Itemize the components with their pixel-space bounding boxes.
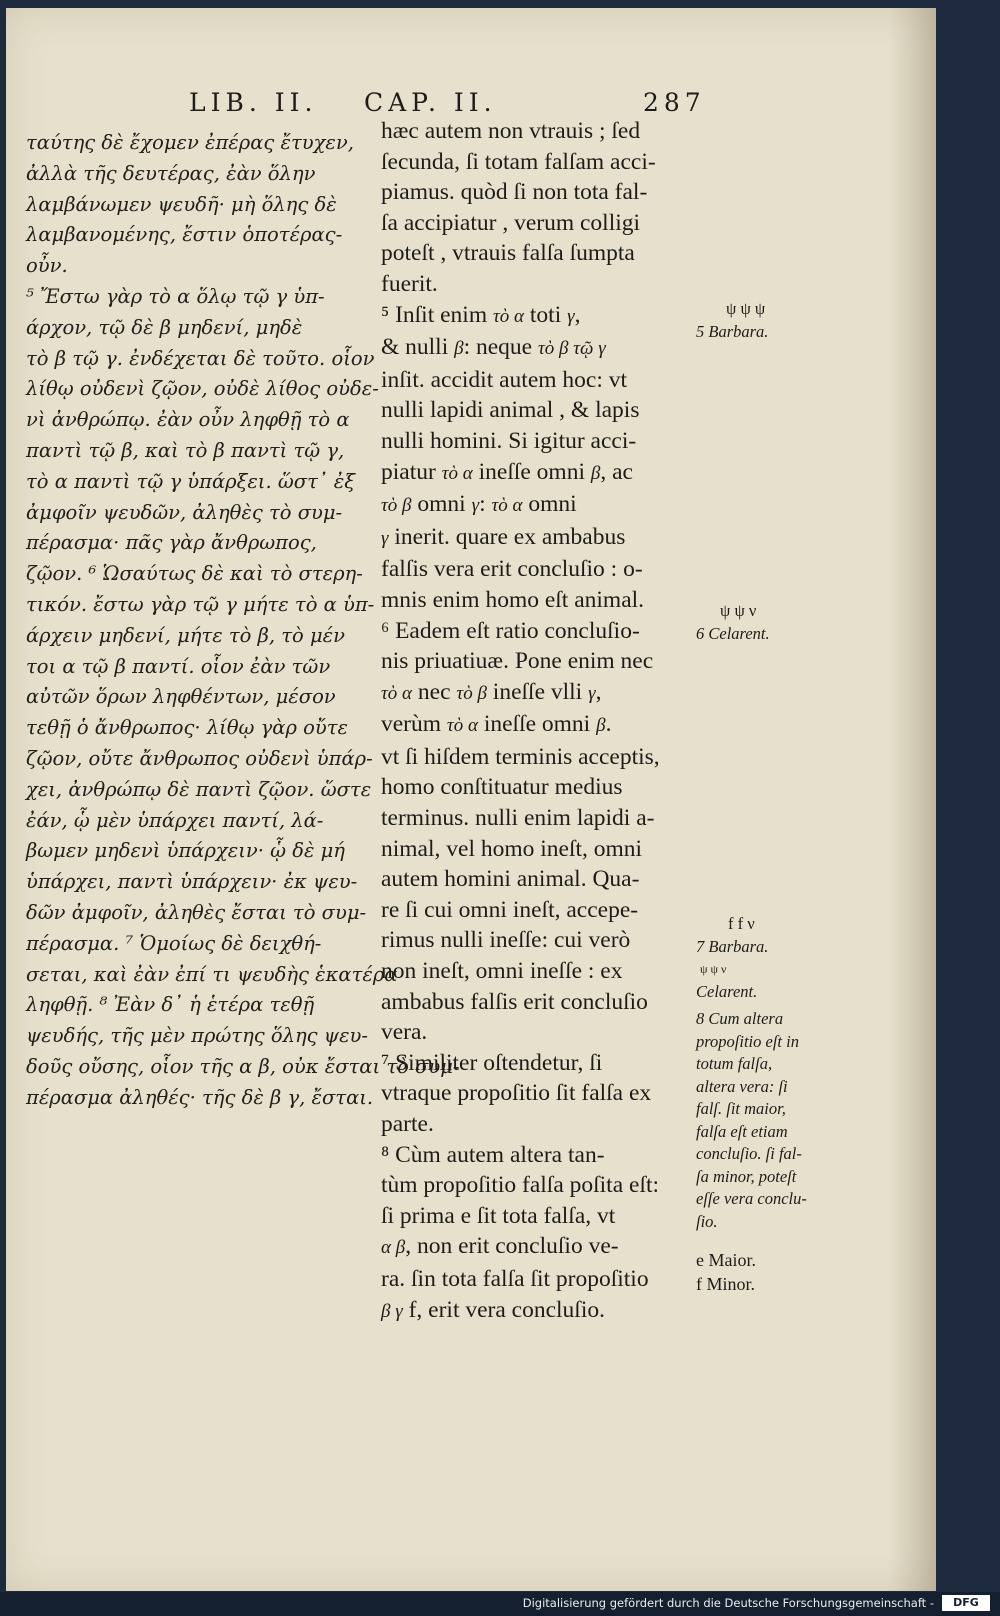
greek-text-line: λαμβάνωμεν ψευδῆ· μὴ ὅλης δὲ xyxy=(26,192,337,216)
latin-text-line: vt ſi hiſdem terminis acceptis, xyxy=(381,743,660,770)
latin-text-line: nimal, vel homo ineſt, omni xyxy=(381,835,643,862)
margin-note-line: ψ ψ ψ xyxy=(726,299,766,318)
margin-note-line: concluſio. ſi fal- xyxy=(696,1144,802,1163)
latin-text-line: poteſt , vtrauis falſa ſumpta xyxy=(381,240,635,267)
latin-text-line: piatur τὸ α ineſſe omni β, ac xyxy=(381,458,633,485)
greek-text-line: ἀλλὰ τῆς δευτέρας, ἐὰν ὅλην xyxy=(26,161,316,185)
latin-text-line: vtraque propoſitio ſit falſa ex xyxy=(381,1080,652,1107)
latin-text-line: ⁷ Similiter oſtendetur, ſi xyxy=(381,1049,603,1076)
greek-text-line: ψευδής, τῆς μὲν πρώτης ὅλης ψευ- xyxy=(26,1024,369,1048)
margin-note-line: totum falſa, xyxy=(696,1054,773,1073)
greek-text-line: λαμβανομένης, ἔστιν ὁποτέρας- xyxy=(26,223,343,247)
latin-text-line: β γ f, erit vera concluſio. xyxy=(381,1296,605,1323)
greek-text-line: σεται, καὶ ἐὰν ἐπί τι ψευδὴς ἑκατέρα xyxy=(26,962,398,986)
margin-note-line: propoſitio eſt in xyxy=(696,1031,799,1051)
margin-note-line: 6 Celarent. xyxy=(696,623,770,643)
margin-note-5 xyxy=(696,298,826,343)
latin-text-line: vera. xyxy=(381,1019,428,1046)
greek-text-line: αὐτῶν ὅρων ληφθέντων, μέσον xyxy=(26,685,336,709)
latin-text-line: nis priuatiuæ. Pone enim nec xyxy=(381,648,654,675)
latin-text-line: ⁵ Inſit enim τὸ α toti γ, xyxy=(381,301,581,328)
margin-note-line: falſ. ſit maior, xyxy=(696,1099,786,1118)
latin-text-line: nulli lapidi animal , & lapis xyxy=(381,397,640,424)
latin-text-line: τὸ β omni γ: τὸ α omni xyxy=(381,491,577,518)
greek-text-line: πέρασμα ἀληθές· τῆς δὲ β γ, ἔσται. xyxy=(26,1085,374,1109)
margin-note-line: ſa minor, poteſt xyxy=(696,1166,797,1186)
margin-note-7 xyxy=(696,913,826,1003)
greek-text-line: ἐάν, ᾧ μὲν ὑπάρχει παντί, λά- xyxy=(26,808,324,832)
greek-text-line: άρχον, τῷ δὲ β μηδενί, μηδὲ xyxy=(26,315,303,339)
margin-note-line: Celarent. xyxy=(696,981,758,1001)
greek-text-line: ταύτης δὲ ἔχομεν ἐπέρας ἔτυχεν, xyxy=(26,131,354,154)
chapter-number: CAP. II. xyxy=(364,88,497,117)
greek-text-line: πέρασμα. ⁷ Ὁμοίως δὲ δειχθή- xyxy=(26,931,322,955)
latin-text-line: terminus. nulli enim lapidi a- xyxy=(381,805,655,832)
latin-text-line: γ inerit. quare ex ambabus xyxy=(381,523,626,550)
latin-text-line: ra. ſin tota falſa ſit propoſitio xyxy=(381,1265,649,1292)
latin-text-line: τὸ α nec τὸ β ineſſe vlli γ, xyxy=(381,678,602,705)
margin-note-line: falſa eſt etiam xyxy=(696,1121,788,1141)
latin-text-line: ⁸ Cùm autem altera tan- xyxy=(381,1141,605,1168)
latin-text-line: ambabus falſis erit concluſio xyxy=(381,988,648,1015)
margin-note-line: 5 Barbara. xyxy=(696,321,769,341)
greek-text-line: ἀμφοῖν ψευδῶν, ἀληθὲς τὸ συμ- xyxy=(26,500,343,524)
greek-text-line: βωμεν μηδενὶ ὑπάρχειν· ᾧ δὲ μή xyxy=(26,839,345,863)
greek-text-line: ⁵ Ἔστω γὰρ τὸ α ὅλῳ τῷ γ ὑπ- xyxy=(26,284,325,308)
margin-note-line: e Maior. xyxy=(696,1250,756,1270)
greek-text-line: άρχειν μηδενί, μήτε τὸ β, τὸ μέν xyxy=(26,623,345,647)
latin-text-line: parte. xyxy=(381,1111,434,1137)
greek-text-line: ὑπάρχει, παντὶ ὑπάρχειν· ἐκ ψευ- xyxy=(26,870,358,894)
greek-text-line: νὶ ἀνθρώπῳ. ἐὰν οὖν ληφθῇ τὸ α xyxy=(26,408,350,432)
greek-text-line: παντὶ τῷ β, καὶ τὸ β παντὶ τῷ γ, xyxy=(26,438,345,462)
greek-text-line: δοῦς οὔσης, οἷον τῆς α β, οὐκ ἔσται τὸ συμ- xyxy=(26,1054,460,1078)
greek-text-line: τοι α τῷ β παντί. οἷον ἐὰν τῶν xyxy=(26,654,331,678)
margin-note-line: f Minor. xyxy=(696,1274,756,1294)
greek-text-line: χει, ἀνθρώπῳ δὲ παντὶ ζῷον. ὥστε xyxy=(26,777,372,801)
margin-note-8 xyxy=(696,1008,826,1233)
footer-bar xyxy=(0,1592,1000,1616)
latin-text-line: α β, non erit concluſio ve- xyxy=(381,1233,619,1260)
latin-text-line: non ineſt, omni ineſſe : ex xyxy=(381,958,623,985)
greek-text-line: τὸ β τῷ γ. ἐνδέχεται δὲ τοῦτο. οἷον xyxy=(26,346,375,370)
greek-text-line: πέρασμα· πᾶς γὰρ ἄνθρωπος, xyxy=(26,531,317,555)
latin-text-line: piamus. quòd ſi non tota fal- xyxy=(381,179,648,206)
latin-text-line: rimus nulli ineſſe: cui verò xyxy=(381,927,631,954)
page-edge-shadow xyxy=(888,8,936,1591)
latin-text-line: ſecunda, ſi totam falſam acci- xyxy=(381,148,656,175)
margin-note-ef xyxy=(696,1248,826,1296)
margin-note-line: ſio. xyxy=(696,1211,718,1231)
greek-text-line: οὖν. xyxy=(26,254,68,278)
book-page xyxy=(6,8,936,1591)
latin-text-line: fuerit. xyxy=(381,270,438,297)
latin-text-column xyxy=(381,116,699,1327)
latin-text-line: re ſi cui omni ineſt, accepe- xyxy=(381,896,639,923)
greek-text-line: τικόν. ἔστω γὰρ τῷ γ μήτε τὸ α ὑπ- xyxy=(26,592,375,616)
margin-note-line: altera vera: ſi xyxy=(696,1076,788,1096)
greek-text-line: τὸ α παντὶ τῷ γ ὑπάρξει. ὥστ᾽ ἐξ xyxy=(26,469,356,493)
latin-text-line: falſis vera erit concluſio : o- xyxy=(381,556,643,583)
latin-text-line: inſit. accidit autem hoc: vt xyxy=(381,366,628,393)
latin-text-line: & nulli β: neque τὸ β τῷ γ xyxy=(381,334,606,361)
latin-text-line: ſi prima e ſit tota falſa, vt xyxy=(381,1202,616,1229)
margin-note-line: f f ν xyxy=(728,914,755,933)
page-number: 287 xyxy=(643,88,706,117)
margin-note-6 xyxy=(696,600,826,645)
greek-text-line: ληφθῇ. ⁸ Ἐὰν δ᾽ ἡ ἑτέρα τεθῇ xyxy=(26,993,315,1017)
latin-text-line: ⁶ Eadem eſt ratio concluſio- xyxy=(381,617,640,644)
margin-note-line: ψ ψ ν xyxy=(700,962,727,976)
latin-text-line: verùm τὸ α ineſſe omni β. xyxy=(381,711,612,738)
latin-text-line: nulli homini. Si igitur acci- xyxy=(381,427,637,454)
greek-text-line: λίθῳ οὐδενὶ ζῷον, οὐδὲ λίθος οὐδε- xyxy=(26,377,379,401)
greek-text-line: τεθῇ ὁ ἄνθρωπος· λίθῳ γὰρ οὔτε xyxy=(26,716,348,740)
greek-text-line: ζῷον. ⁶ Ὡσαύτως δὲ καὶ τὸ στερη- xyxy=(26,562,363,586)
margin-note-line: eſſe vera conclu- xyxy=(696,1189,807,1208)
footer-credit: Digitalisierung gefördert durch die Deutsche Forschungsgemeinschaft - xyxy=(522,1596,934,1610)
latin-text-line: tùm propoſitio falſa poſita eſt: xyxy=(381,1172,660,1199)
margin-note-line: ψ ψ ν xyxy=(720,601,757,620)
latin-text-line: autem homini animal. Qua- xyxy=(381,866,640,893)
latin-text-line: hæc autem non vtrauis ; ſed xyxy=(381,118,641,144)
greek-text-line: δῶν ἀμφοῖν, ἀληθὲς ἔσται τὸ συμ- xyxy=(26,900,367,924)
margin-note-line: 8 Cum altera xyxy=(696,1009,784,1028)
margin-note-line: 7 Barbara. xyxy=(696,936,769,956)
latin-text-line: ſa accipiatur , verum colligi xyxy=(381,209,641,236)
latin-text-line: homo conſtituatur medius xyxy=(381,774,623,801)
dfg-logo: DFG xyxy=(942,1595,990,1611)
greek-text-line: ζῷον, οὔτε ἄνθρωπος οὐδενὶ ὑπάρ- xyxy=(26,746,373,770)
book-number: LIB. II. xyxy=(189,88,318,117)
latin-text-line: mnis enim homo eſt animal. xyxy=(381,586,645,613)
